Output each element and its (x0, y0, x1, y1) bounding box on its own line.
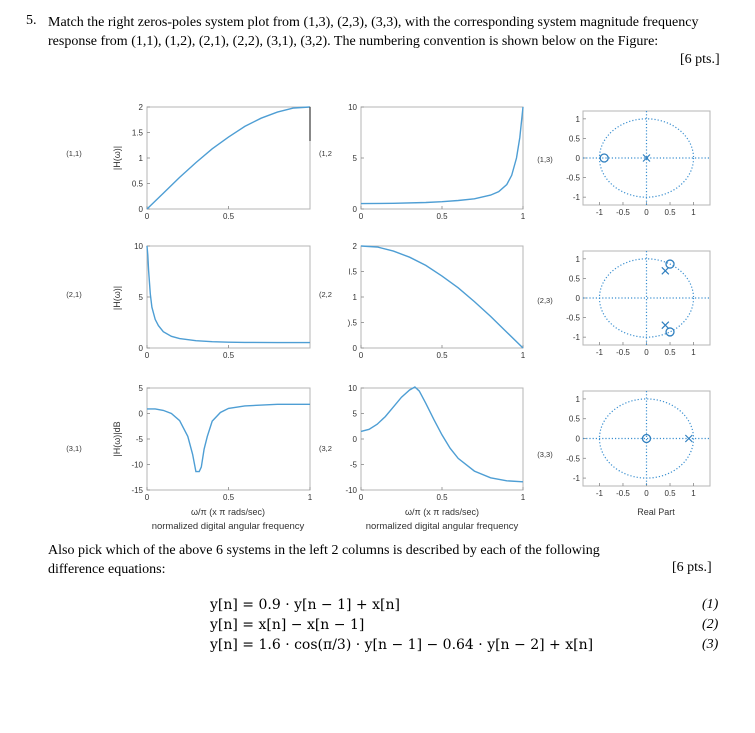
y-tick-label: 0 (575, 294, 580, 303)
x-tick-label: 0.5 (436, 351, 448, 360)
panel-frame-(3,1) (147, 388, 310, 490)
y-tick-label: 10 (348, 384, 357, 393)
y-tick-label: ).5 (347, 318, 357, 328)
y-tick-label: 5 (352, 154, 357, 163)
y-axis-label-2: |H(ω)| (112, 285, 122, 311)
y-tick-label: 0.5 (568, 274, 580, 284)
question-text: Match the right zeros-poles system plot from (1,3), (2,3), (3,3), with the corresponding system magnitude frequency response from (1,1), (1,2), (2,1), (2,2), (3,1), (3,2). The numbering convention is shown below on the Figure: (48, 15, 699, 49)
pz-label: (1,3) (537, 155, 553, 164)
x-tick-label: -0.5 (616, 208, 630, 217)
x-tick-label: 0 (644, 489, 649, 498)
x-tick-label: 0 (358, 212, 364, 221)
x-tick-label: 0.5 (222, 351, 235, 360)
y-tick-label: -10 (131, 460, 143, 470)
x-tick-label: 0 (144, 493, 150, 502)
row-label: (1,1) (66, 149, 82, 158)
y-tick-label: -0.5 (566, 454, 580, 464)
y-tick-label: 2 (352, 242, 357, 251)
equation-1: y[n] = 0.9 · y[n − 1] + x[n] (210, 597, 400, 613)
y-axis-label-3: |H(ω)|dB (112, 421, 122, 457)
subquestion-text: Also pick which of the above 6 systems in the left 2 columns is described by each of the following difference equations: (48, 543, 600, 577)
y-tick-label: 10 (348, 103, 357, 112)
equation-1-number: (1) (702, 597, 719, 612)
panel-frame-(2,3) (583, 251, 710, 345)
y-tick-label: 1.5 (131, 128, 143, 138)
question-number: 5. (26, 13, 37, 28)
x-tick-label: -1 (595, 208, 604, 217)
x-tick-label: 0.5 (222, 212, 235, 221)
x-tick-label: 0 (358, 351, 364, 360)
y-tick-label: -0.5 (566, 313, 580, 323)
mid-label: (3,2 (319, 444, 332, 453)
y-tick-label: 0 (138, 205, 143, 214)
y-tick-label: -1 (572, 193, 580, 203)
x-tick-label: 0 (358, 493, 364, 502)
x-tick-label: 0 (644, 208, 649, 217)
x-tick-label: 0 (144, 351, 150, 360)
x-tick-label: 0.5 (664, 348, 676, 357)
y-tick-label: 1 (352, 293, 357, 302)
x-tick-label: 1 (520, 351, 526, 360)
subquestion-points: [6 pts.] (672, 560, 712, 575)
y-tick-label: 0 (138, 344, 143, 353)
pz-label: (3,3) (537, 450, 553, 459)
real-part-label: Real Part (637, 507, 675, 517)
x-tick-label: -1 (595, 348, 604, 357)
x-tick-label: 1 (691, 489, 696, 498)
x-axis-label-4: normalized digital angular frequency (365, 521, 519, 532)
x-tick-label: -0.5 (616, 348, 630, 357)
y-tick-label: 0 (575, 154, 580, 163)
mid-label: (2,2 (319, 290, 332, 299)
y-tick-label: 0.5 (568, 414, 580, 424)
y-tick-label: 2 (138, 103, 143, 112)
x-tick-label: 0 (644, 348, 649, 357)
x-axis-label-1: ω/π (x π rads/sec) (191, 507, 265, 517)
y-tick-label: 0 (138, 409, 143, 419)
y-tick-label: 1 (575, 114, 580, 124)
x-tick-label: 0.5 (222, 493, 235, 502)
y-tick-label: 0.5 (568, 134, 580, 144)
y-tick-label: 1 (138, 154, 143, 163)
y-tick-label: 0 (575, 434, 580, 444)
y-tick-label: 1 (575, 254, 580, 264)
x-tick-label: 1 (520, 212, 526, 221)
y-tick-label: -1 (572, 474, 580, 484)
question-points: [6 pts.] (680, 52, 720, 67)
mid-label: (1,2 (319, 149, 332, 158)
panel-frame-(1,2) (361, 107, 523, 209)
x-tick-label: -0.5 (616, 489, 630, 498)
x-tick-label: 0.5 (664, 489, 676, 498)
x-tick-label: 0.5 (436, 212, 448, 221)
x-tick-label: 0.5 (436, 493, 448, 502)
y-tick-label: -5 (349, 460, 357, 470)
x-tick-label: 1 (520, 493, 526, 502)
x-tick-label: -1 (595, 489, 604, 498)
y-tick-label: 5 (352, 409, 357, 419)
x-axis-label-3: ω/π (x π rads/sec) (405, 507, 479, 517)
y-tick-label: 10 (134, 242, 143, 251)
y-tick-label: -1 (572, 333, 580, 343)
x-tick-label: 0 (144, 212, 150, 221)
y-tick-label: -0.5 (566, 173, 580, 183)
panel-frame-(2,2) (361, 246, 523, 348)
equation-3-number: (3) (702, 637, 719, 652)
panel-frame-(1,1) (147, 107, 310, 209)
panel-frame-(2,1) (147, 246, 310, 348)
y-tick-label: 0 (352, 205, 357, 214)
x-tick-label: 1 (691, 348, 696, 357)
equation-2-number: (2) (702, 617, 719, 632)
x-tick-label: 0.5 (664, 208, 676, 217)
y-tick-label: 0 (352, 435, 357, 444)
y-tick-label: 0 (352, 344, 357, 353)
x-axis-label-2: normalized digital angular frequency (151, 521, 305, 532)
row-label: (3,1) (66, 444, 82, 453)
x-tick-label: 1 (307, 493, 313, 502)
y-tick-label: 1 (575, 394, 580, 404)
y-tick-label: -15 (131, 486, 143, 495)
equation-3: y[n] = 1.6 · cos(π/3) · y[n − 1] − 0.64 · y[n − 2] + x[n] (210, 637, 594, 653)
panel-frame-(3,2) (361, 388, 523, 490)
y-tick-label: l.5 (348, 267, 357, 277)
pz-label: (2,3) (537, 296, 553, 305)
y-tick-label: 5 (138, 293, 143, 302)
y-axis-label-1: |H(ω)| (112, 145, 122, 171)
row-label: (2,1) (66, 290, 82, 299)
y-tick-label: 5 (138, 384, 143, 393)
equation-2: y[n] = x[n] − x[n − 1] (210, 617, 365, 633)
y-tick-label: -10 (345, 486, 357, 495)
y-tick-label: 0.5 (131, 179, 143, 189)
x-tick-label: 1 (691, 208, 696, 217)
y-tick-label: -5 (135, 435, 143, 444)
